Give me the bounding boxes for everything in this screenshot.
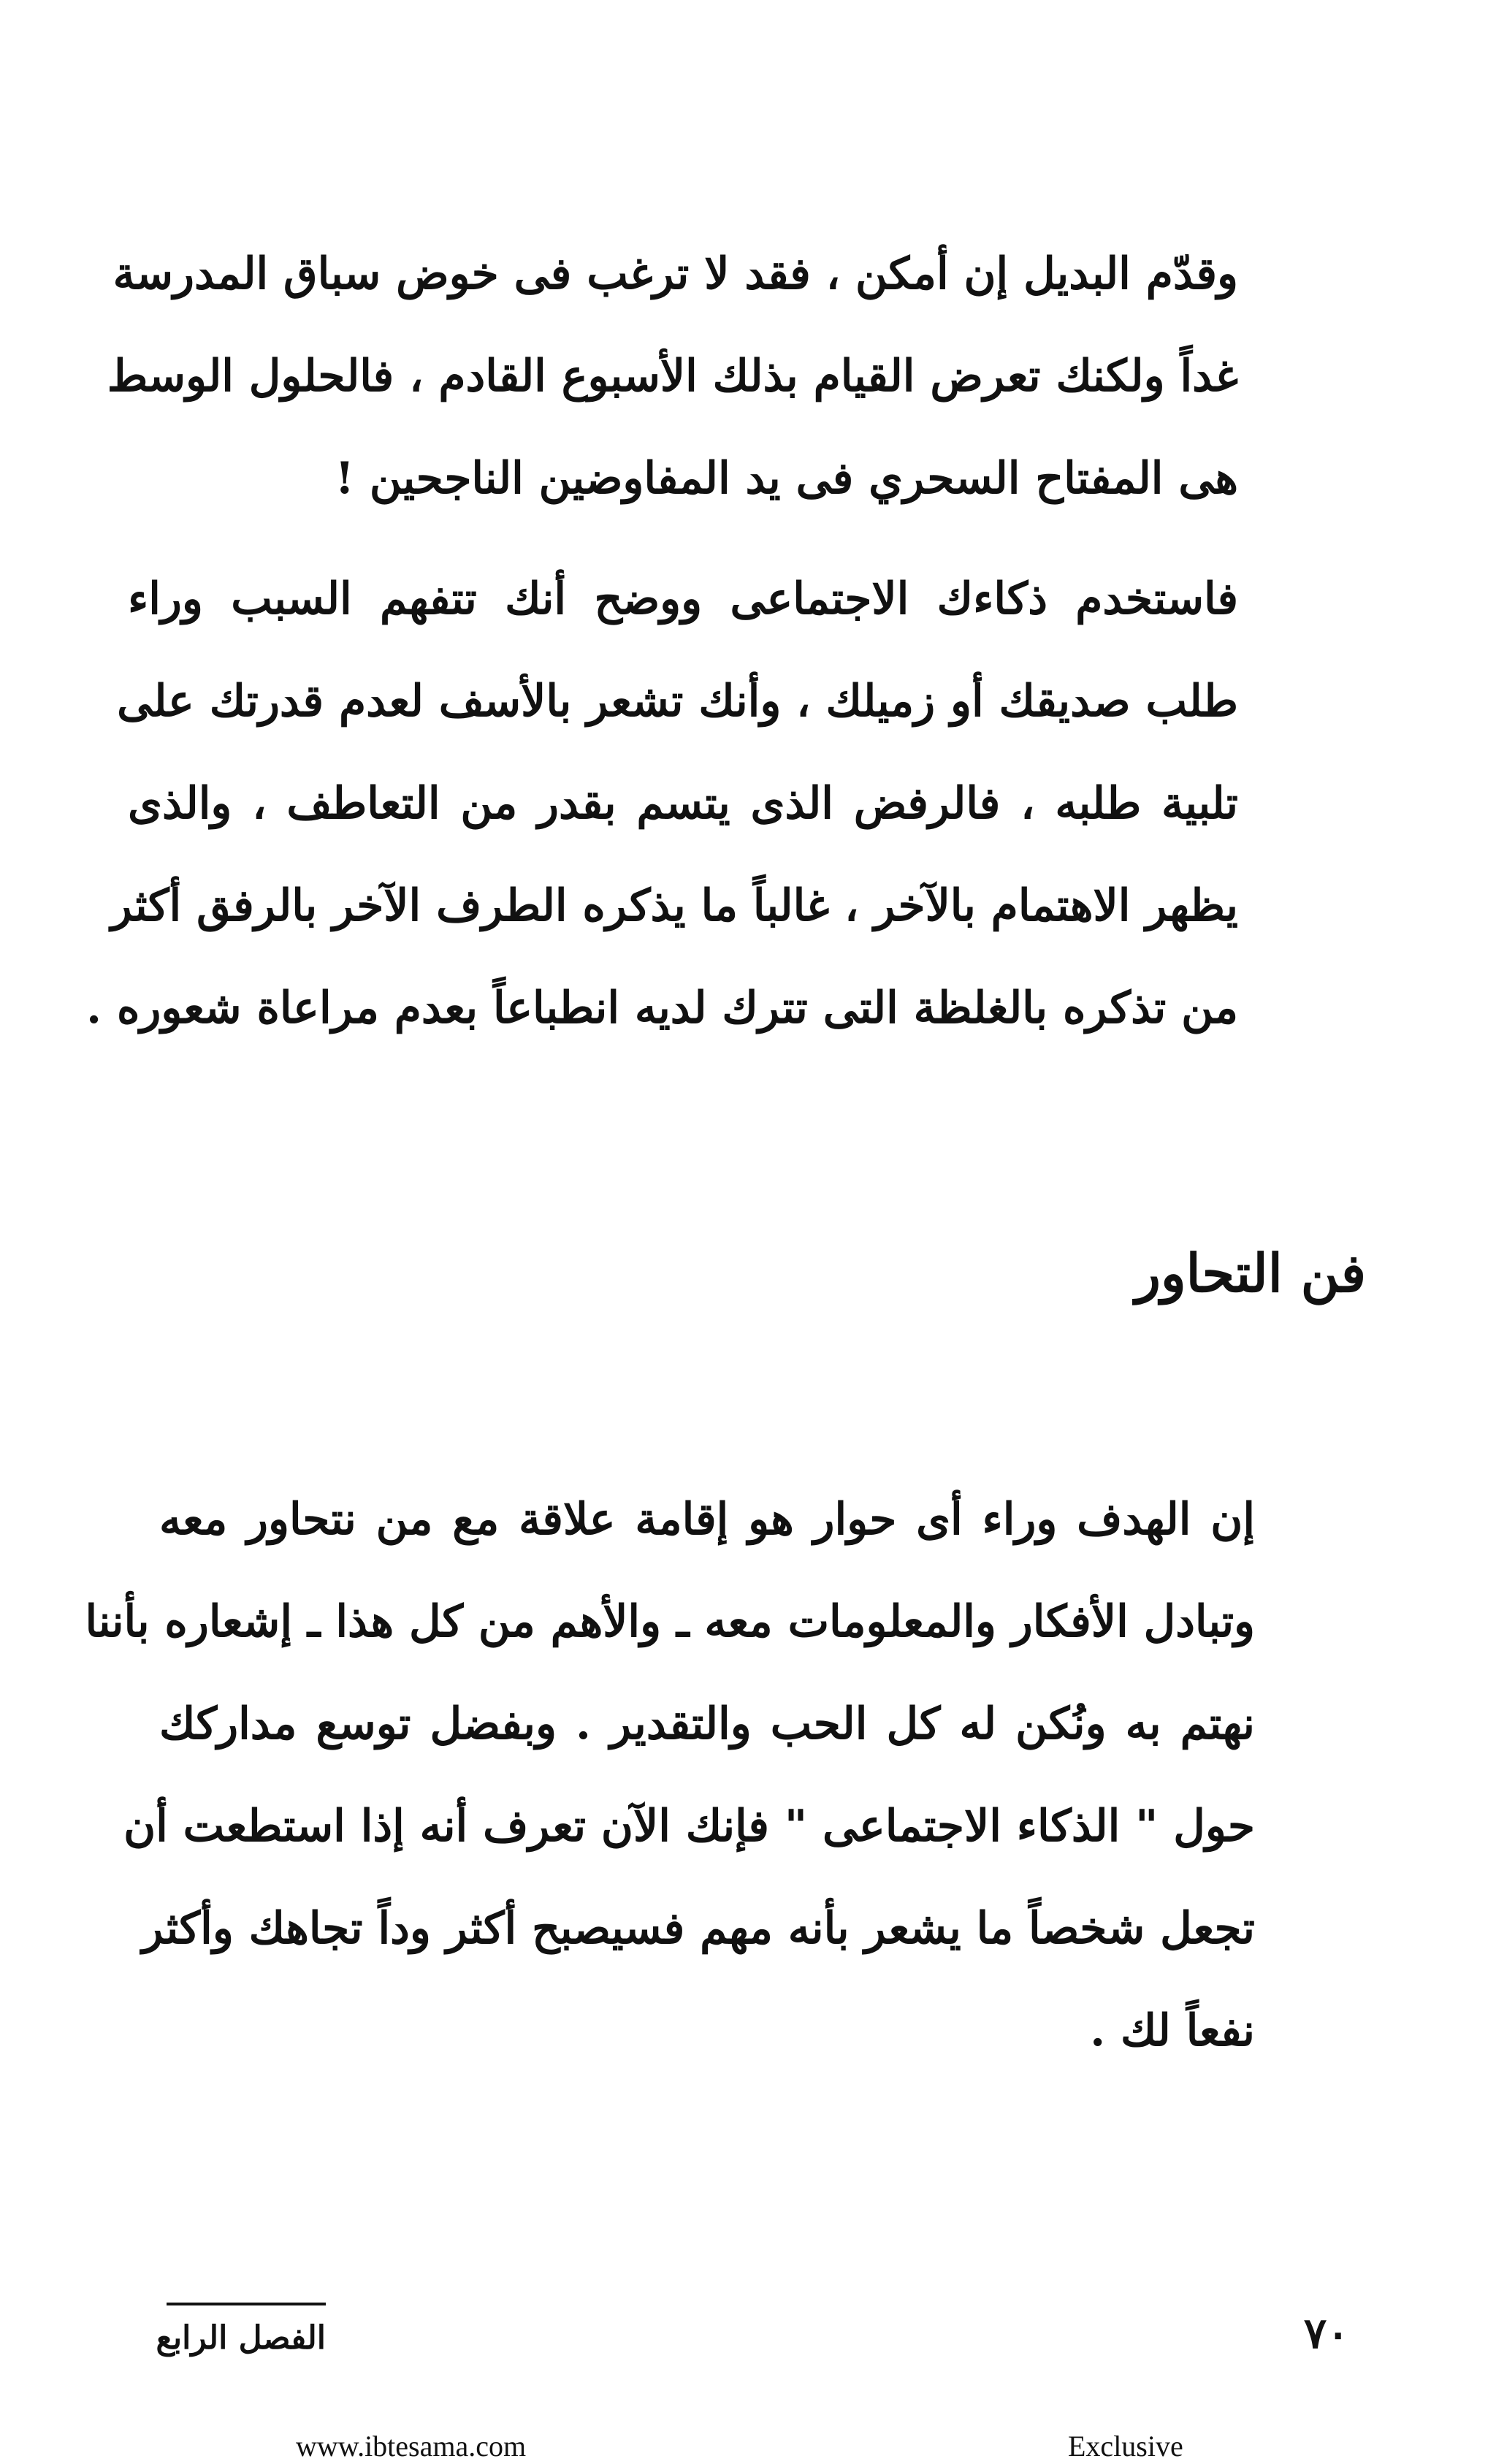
paragraph-line: إن الهدف وراء أى حوار هو إقامة علاقة مع من نتحاور معه	[159, 1494, 1255, 1545]
site-url: www.ibtesama.com	[296, 2430, 527, 2463]
paragraph-line: نفعاً لك .	[1090, 2005, 1255, 2056]
exclusive-label: Exclusive	[1068, 2430, 1183, 2463]
chapter-label: الفصل الرابع	[156, 2319, 326, 2357]
section-paragraph	[85, 1468, 1255, 2082]
paragraph-line: فاستخدم ذكاءك الاجتماعى ووضح أنك تتفهم السبب وراء	[128, 573, 1238, 625]
paragraph-line: تجعل شخصاً ما يشعر بأنه مهم فسيصبح أكثر وداً تجاهك وأكثر	[142, 1903, 1255, 1954]
paragraph-line: تلبية طلبه ، فالرفض الذى يتسم بقدر من التعاطف ، والذى	[128, 778, 1238, 829]
paragraph-line: هى المفتاح السحري فى يد المفاوضين الناجحين !	[335, 453, 1238, 504]
paragraph-2	[86, 548, 1238, 1059]
paragraph-line: غداً ولكنك تعرض القيام بذلك الأسبوع القادم ، فالحلول الوسط	[107, 351, 1238, 402]
paragraph-line: وتبادل الأفكار والمعلومات معه ـ والأهم من كل هذا ـ إشعاره بأننا	[85, 1596, 1255, 1647]
page-number: ٧٠	[1304, 2308, 1350, 2358]
footer-divider	[167, 2303, 326, 2305]
section-heading: فن التحاور	[1135, 1242, 1366, 1304]
paragraph-line: يظهر الاهتمام بالآخر ، غالباً ما يذكره الطرف الآخر بالرفق أكثر	[110, 880, 1238, 931]
paragraph-line: وقدّم البديل إن أمكن ، فقد لا ترغب فى خوض سباق المدرسة	[112, 248, 1238, 300]
paragraph-1	[107, 223, 1238, 530]
paragraph-line: من تذكره بالغلظة التى تترك لديه انطباعاً بعدم مراعاة شعوره .	[86, 983, 1238, 1034]
paragraph-line: نهتم به ونُكن له كل الحب والتقدير . وبفضل توسع مداركك	[159, 1698, 1255, 1750]
paragraph-line: حول " الذكاء الاجتماعى " فإنك الآن تعرف أنه إذا استطعت أن	[123, 1801, 1255, 1852]
paragraph-line: طلب صديقك أو زميلك ، وأنك تشعر بالأسف لعدم قدرتك على	[117, 676, 1238, 727]
